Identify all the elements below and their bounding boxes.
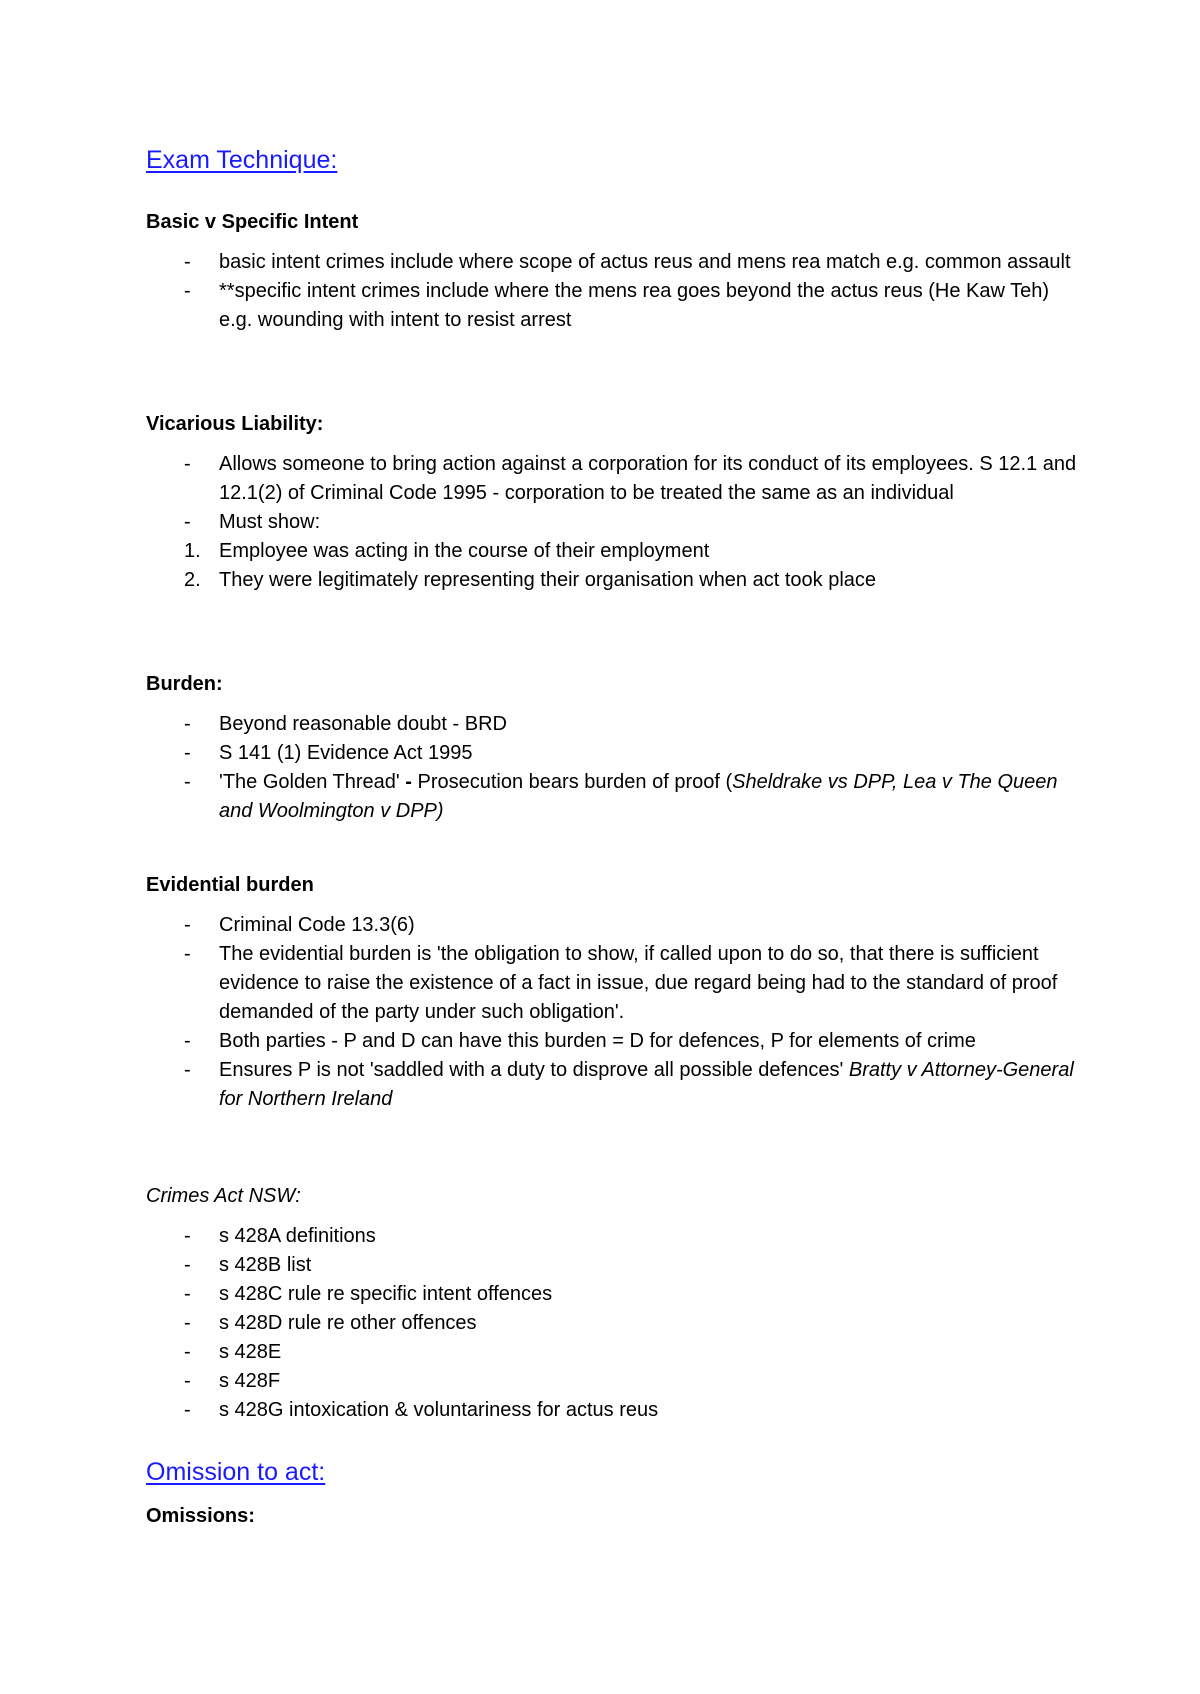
list-item <box>146 1309 1086 1338</box>
list-item-text: Both parties - P and D can have this burden = D for defences, P for elements of crime <box>219 1030 976 1052</box>
list-marker: 1. <box>184 540 201 562</box>
list-item <box>146 1280 1086 1309</box>
case-citation: Bratty v Attorney-General for Northern Ireland <box>219 1059 1074 1110</box>
list-item <box>146 768 1086 826</box>
list-marker: - <box>184 914 191 936</box>
list-marker: - <box>184 713 191 735</box>
list-crimes-act <box>146 1222 1086 1425</box>
list-basic-specific <box>146 248 1086 335</box>
list-item-text: The evidential burden is 'the obligation to show, if called upon to do so, that there is sufficient evidence to raise the existence of a fact in issue, due regard being had to the standard of proof demanded of the party under such obligation'. <box>219 943 1058 1023</box>
list-marker: - <box>184 251 191 273</box>
list-item-text: Beyond reasonable doubt - BRD <box>219 713 507 735</box>
list-marker: - <box>184 1312 191 1334</box>
list-marker: - <box>184 1341 191 1363</box>
list-item-text: s 428E <box>219 1341 282 1363</box>
list-item <box>146 1027 1086 1056</box>
list-item <box>146 537 1086 566</box>
list-item <box>146 248 1086 277</box>
subheading-evidential-burden: Evidential burden <box>146 874 314 896</box>
list-item-text: S 141 (1) Evidence Act 1995 <box>219 742 473 764</box>
subheading-omissions: Omissions: <box>146 1505 255 1527</box>
list-item-text <box>219 768 1086 826</box>
list-item <box>146 1396 1086 1425</box>
subheading-basic-specific-intent: Basic v Specific Intent <box>146 211 359 233</box>
list-item <box>146 940 1086 1027</box>
list-item <box>146 1222 1086 1251</box>
case-citation: Sheldrake vs DPP, Lea v The Queen and Woolmington v DPP) <box>219 771 1058 822</box>
list-item-text: Must show: <box>219 511 321 533</box>
list-item <box>146 710 1086 739</box>
list-item <box>146 508 1086 537</box>
list-vicarious <box>146 450 1086 595</box>
list-marker: - <box>184 1030 191 1052</box>
list-marker: - <box>184 943 191 965</box>
list-item-text: s 428F <box>219 1370 281 1392</box>
list-item-text: They were legitimately representing their organisation when act took place <box>219 569 877 591</box>
list-evidential <box>146 911 1086 1114</box>
list-marker: - <box>184 280 191 302</box>
bold-dash: - <box>399 771 418 793</box>
list-item-text: basic intent crimes include where scope of actus reus and mens rea match e.g. common assault <box>219 251 1071 273</box>
list-marker: - <box>184 771 191 793</box>
list-item-text <box>219 1056 1086 1114</box>
list-item <box>146 450 1086 508</box>
list-item-text: s 428D rule re other offences <box>219 1312 477 1334</box>
list-item <box>146 277 1086 335</box>
list-item <box>146 1056 1086 1114</box>
list-item-text: Criminal Code 13.3(6) <box>219 914 415 936</box>
list-marker: - <box>184 742 191 764</box>
list-item <box>146 1251 1086 1280</box>
list-marker: - <box>184 1059 191 1081</box>
list-marker: - <box>184 453 191 475</box>
list-burden <box>146 710 1086 826</box>
list-marker: - <box>184 1225 191 1247</box>
list-marker: - <box>184 1370 191 1392</box>
list-item-text: s 428B list <box>219 1254 312 1276</box>
list-marker: - <box>184 1254 191 1276</box>
list-item <box>146 739 1086 768</box>
list-item-text: s 428G intoxication & voluntariness for actus reus <box>219 1399 659 1421</box>
golden-thread-text: Prosecution bears burden of proof ( <box>417 771 733 793</box>
list-marker: - <box>184 1283 191 1305</box>
list-item-text: s 428A definitions <box>219 1225 376 1247</box>
list-item-text: s 428C rule re specific intent offences <box>219 1283 553 1305</box>
subheading-vicarious-liability: Vicarious Liability: <box>146 413 324 435</box>
subheading-burden: Burden: <box>146 673 223 695</box>
list-marker: - <box>184 511 191 533</box>
list-item <box>146 566 1086 595</box>
list-item <box>146 1367 1086 1396</box>
list-item-text: **specific intent crimes include where the mens rea goes beyond the actus reus (He Kaw Teh) e.g. wounding with intent to resist arrest <box>219 280 1050 331</box>
heading-exam-technique[interactable]: Exam Technique: <box>146 146 338 174</box>
list-marker: - <box>184 1399 191 1421</box>
bratty-text: Ensures P is not 'saddled with a duty to disprove all possible defences' <box>219 1059 849 1081</box>
list-item-text: Employee was acting in the course of their employment <box>219 540 710 562</box>
list-item <box>146 1338 1086 1367</box>
list-item-text: Allows someone to bring action against a corporation for its conduct of its employees. S 12.1 and 12.1(2) of Criminal Code 1995 - corporation to be treated the same as an individual <box>219 453 1077 504</box>
list-marker: 2. <box>184 569 201 591</box>
golden-thread-quote: 'The Golden Thread' <box>219 771 400 793</box>
heading-omission-to-act[interactable]: Omission to act: <box>146 1458 326 1486</box>
list-item <box>146 911 1086 940</box>
subheading-crimes-act-nsw: Crimes Act NSW: <box>146 1185 301 1207</box>
